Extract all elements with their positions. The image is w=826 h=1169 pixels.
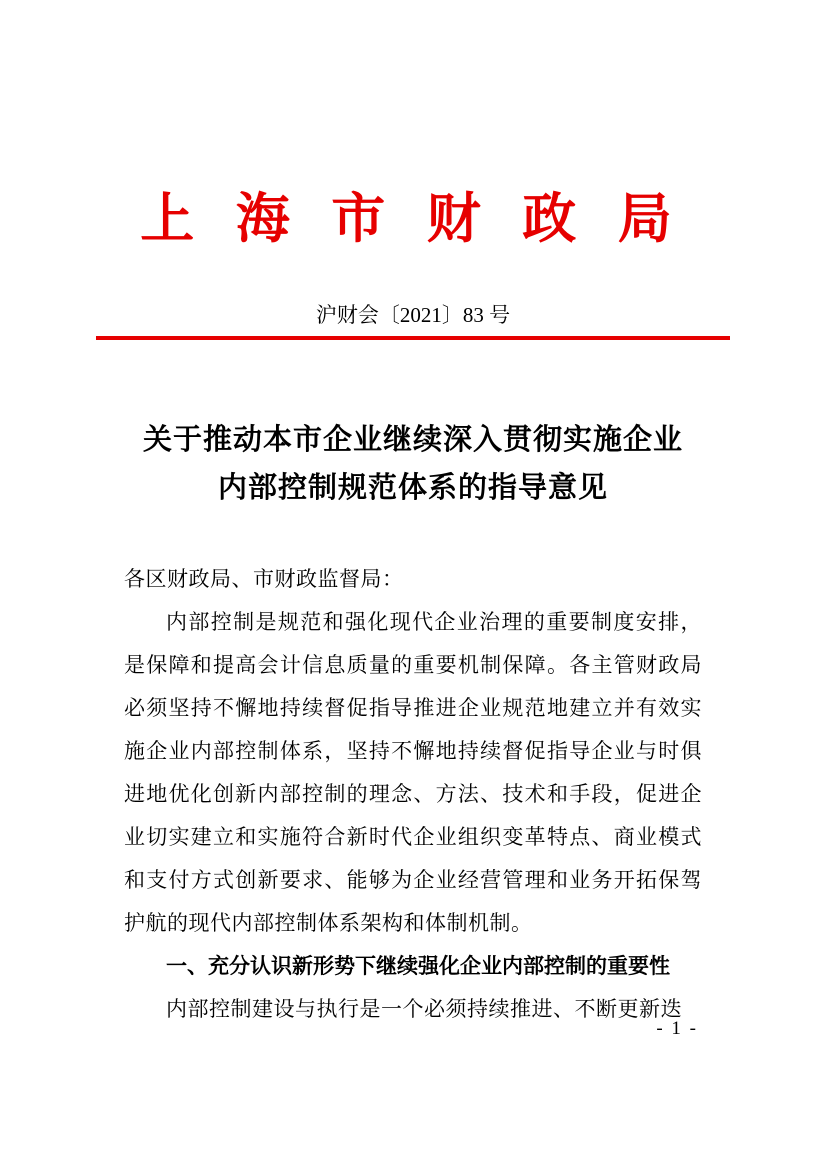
body-paragraph-1: 内部控制是规范和强化现代企业治理的重要制度安排，是保障和提高会计信息质量的重要机制保障。各主管财政局必须坚持不懈地持续督促指导推进企业规范地建立并有效实施企业内部控制体系，坚持不懈地持续督促指导企业与时俱进地优化创新内部控制的理念、方法、技术和手段，促进企业切实建立和实施符合新时代企业组织变革特点、商业模式和支付方式创新要求、能够为企业经营管理和业务开拓保驾护航的现代内部控制体系架构和体制机制。 xyxy=(124,610,702,935)
red-divider-line xyxy=(96,336,730,340)
document-number: 沪财会〔2021〕83 号 xyxy=(315,303,511,327)
section-heading-1: 一、充分认识新形势下继续强化企业内部控制的重要性 xyxy=(166,955,670,978)
agency-name-header: 上 海 市 财 政 局 xyxy=(140,189,686,249)
document-title-line2: 内部控制规范体系的指导意见 xyxy=(217,472,608,504)
body-paragraph-2: 内部控制建设与执行是一个必须持续推进、不断更新迭 xyxy=(166,997,682,1021)
document-title-line1: 关于推动本市企业继续深入贯彻实施企业 xyxy=(142,424,683,456)
document-title xyxy=(0,416,826,512)
salutation: 各区财政局、市财政监督局： xyxy=(124,567,404,591)
page-number: - 1 - xyxy=(656,1018,698,1039)
document-body xyxy=(124,558,702,1031)
